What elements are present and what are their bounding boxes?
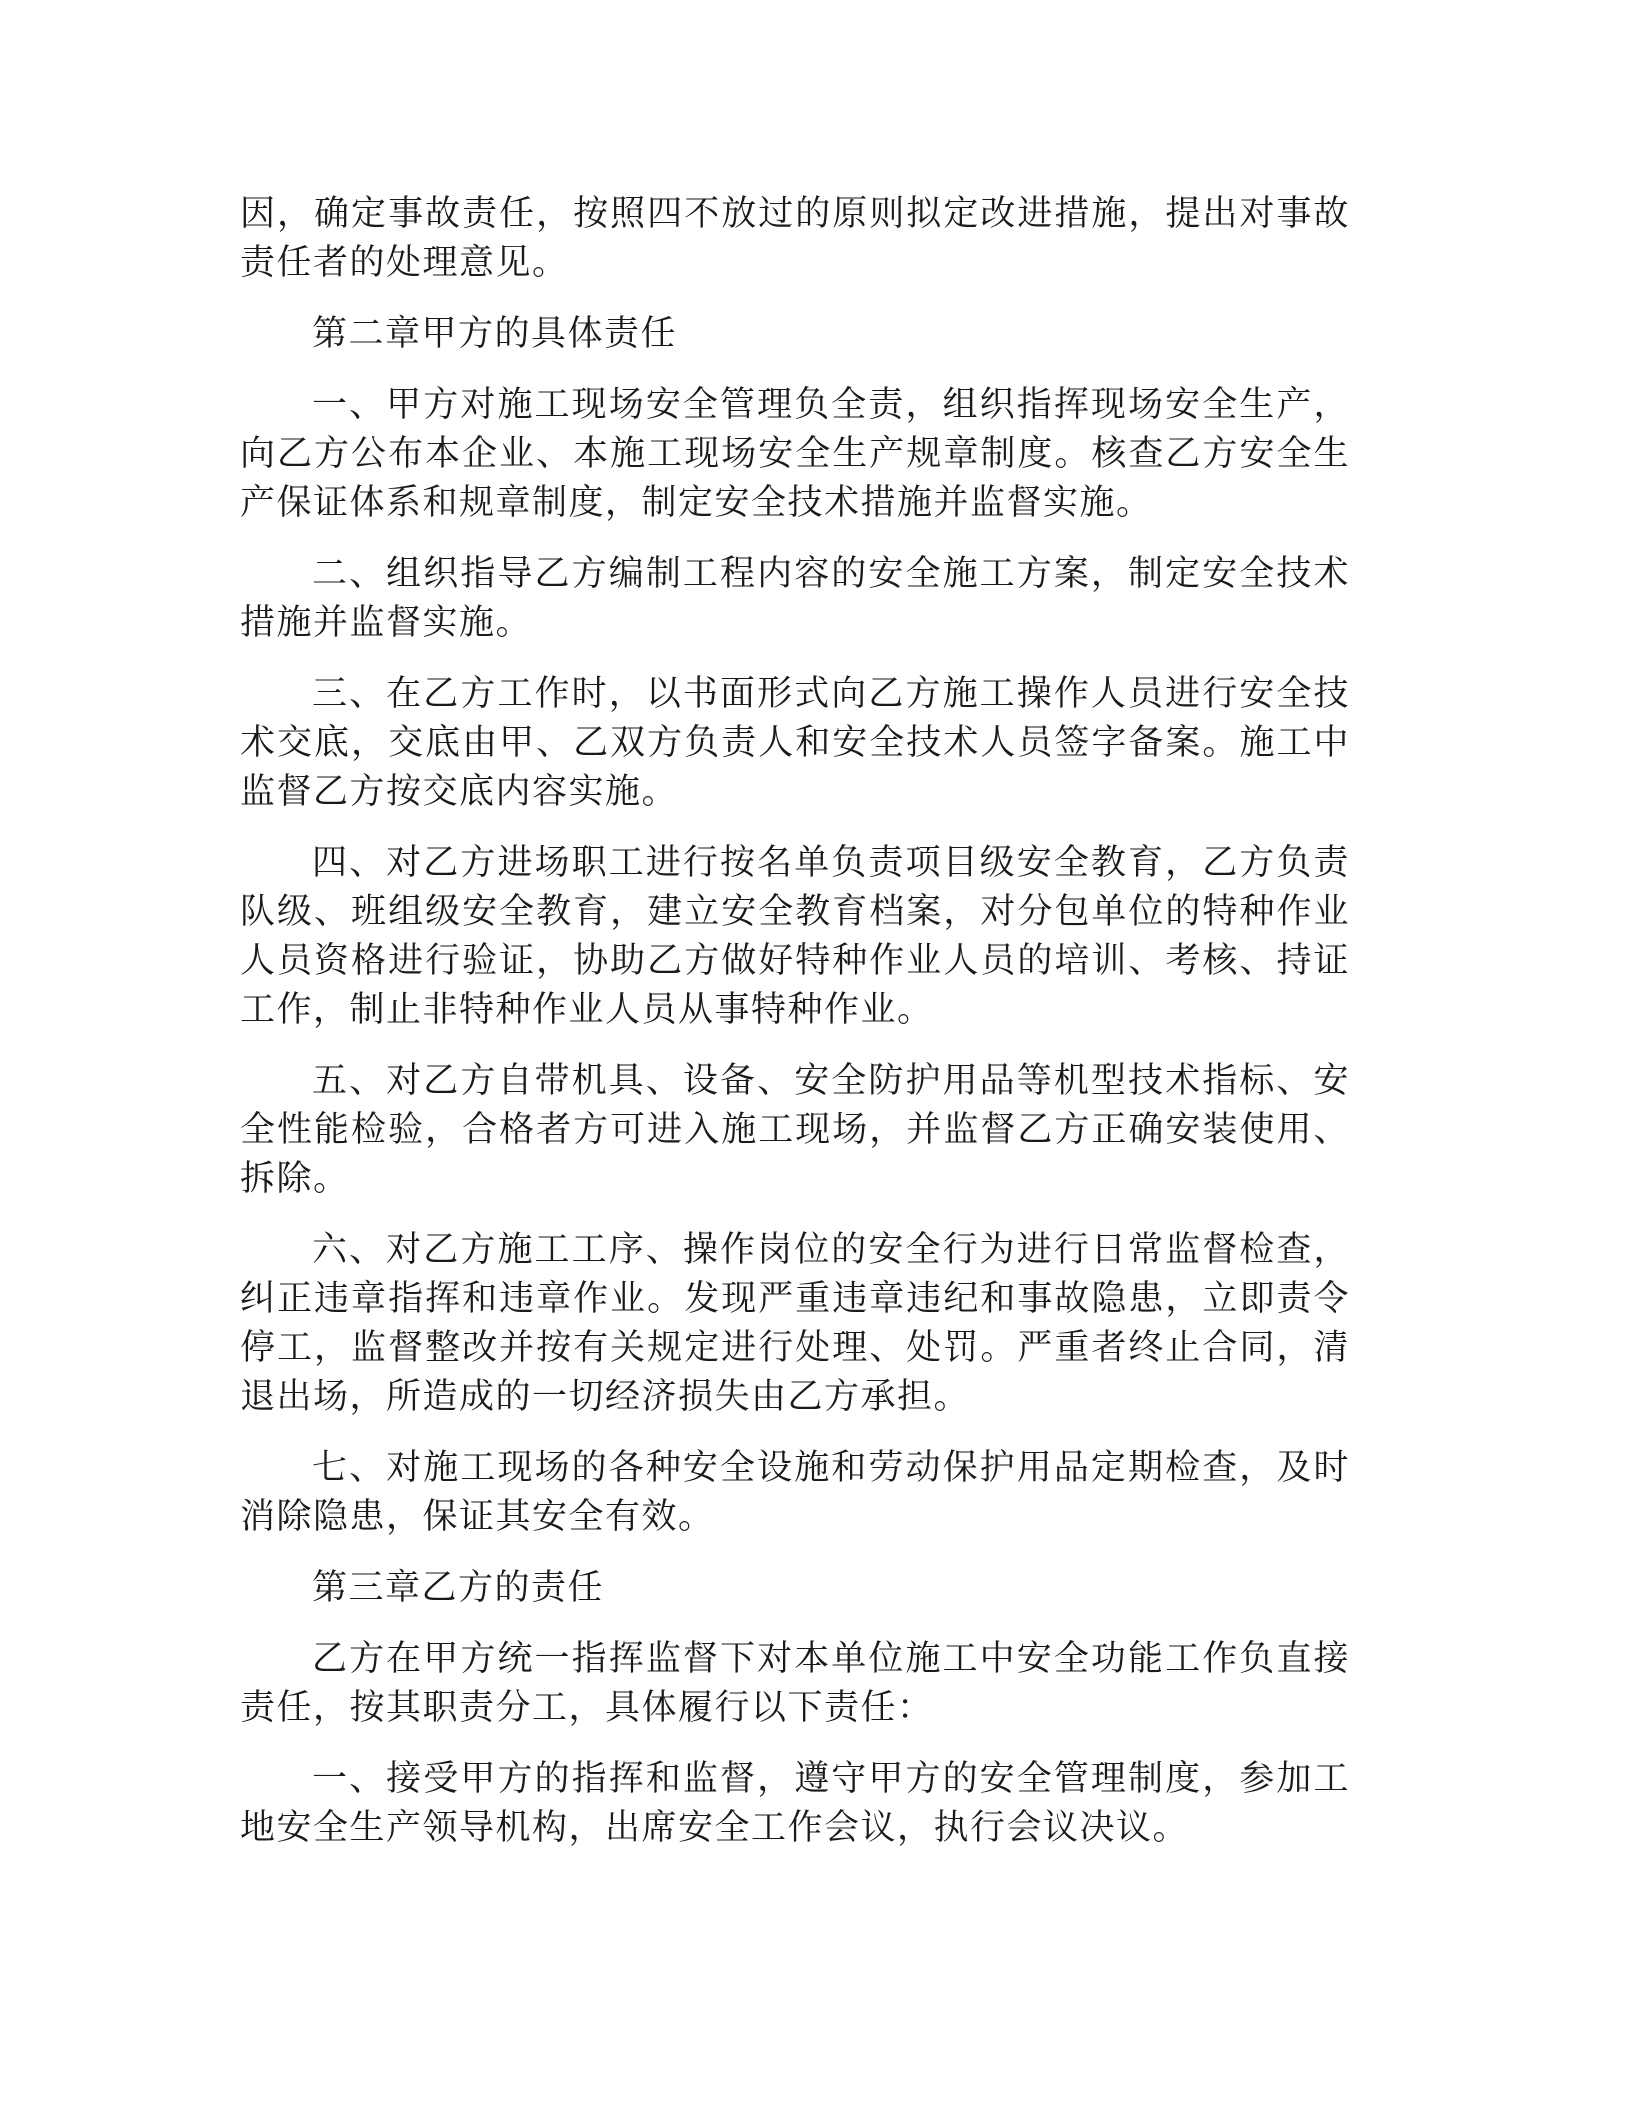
document-body: [240, 190, 1350, 1875]
paragraph-item-2: 二、组织指导乙方编制工程内容的安全施工方案，制定安全技术措施并监督实施。: [240, 554, 1350, 643]
paragraph-item-5: 五、对乙方自带机具、设备、安全防护用品等机型技术指标、安全性能检验，合格者方可进入施工现场，并监督乙方正确安装使用、拆除。: [240, 1061, 1350, 1199]
chapter-heading-3: 第三章乙方的责任: [312, 1568, 605, 1608]
paragraph-item-1-party-b: 一、接受甲方的指挥和监督，遵守甲方的安全管理制度，参加工地安全生产领导机构，出席安全工作会议，执行会议决议。: [240, 1759, 1350, 1848]
paragraph-item-1: 一、甲方对施工现场安全管理负全责，组织指挥现场安全生产，向乙方公布本企业、本施工现场安全生产规章制度。核查乙方安全生产保证体系和规章制度，制定安全技术措施并监督实施。: [240, 385, 1350, 523]
chapter-heading-2: 第二章甲方的具体责任: [312, 314, 678, 354]
paragraph-item-4: 四、对乙方进场职工进行按名单负责项目级安全教育，乙方负责队级、班组级安全教育，建立安全教育档案，对分包单位的特种作业人员资格进行验证，协助乙方做好特种作业人员的培训、考核、持证工作，制止非特种作业人员从事特种作业。: [240, 843, 1350, 1030]
paragraph-item-3: 三、在乙方工作时，以书面形式向乙方施工操作人员进行安全技术交底，交底由甲、乙双方负责人和安全技术人员签字备案。施工中监督乙方按交底内容实施。: [240, 674, 1350, 812]
paragraph-item-6: 六、对乙方施工工序、操作岗位的安全行为进行日常监督检查，纠正违章指挥和违章作业。发现严重违章违纪和事故隐患，立即责令停工，监督整改并按有关规定进行处理、处罚。严重者终止合同，清退出场，所造成的一切经济损失由乙方承担。: [240, 1230, 1350, 1417]
paragraph-continuation: 因，确定事故责任，按照四不放过的原则拟定改进措施，提出对事故责任者的处理意见。: [240, 194, 1350, 283]
paragraph-item-7: 七、对施工现场的各种安全设施和劳动保护用品定期检查，及时消除隐患，保证其安全有效。: [240, 1448, 1350, 1537]
paragraph-intro: 乙方在甲方统一指挥监督下对本单位施工中安全功能工作负直接责任，按其职责分工，具体履行以下责任：: [240, 1639, 1350, 1728]
